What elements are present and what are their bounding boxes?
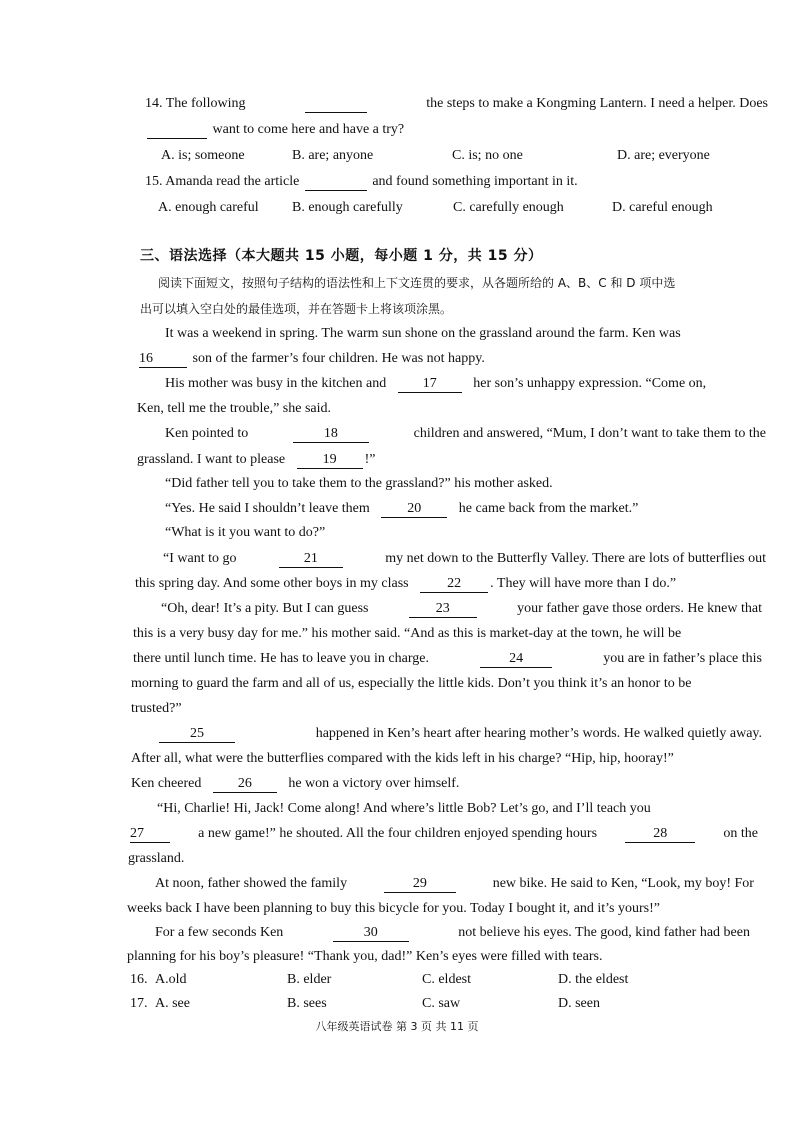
passage-text: son of the farmer’s four children. He was not happy. bbox=[192, 351, 485, 366]
passage-text: this spring day. And some other boys in my class bbox=[135, 576, 409, 591]
passage-text: he came back from the market.” bbox=[458, 501, 639, 516]
passage-p8-line-4 bbox=[131, 675, 762, 693]
passage-p1-line-1: It was a weekend in spring. The warm sun shone on the grassland around the farm. Ken was bbox=[165, 326, 681, 341]
passage-p6: “What is it you want to do?” bbox=[165, 525, 326, 540]
q16-option-a: A.old bbox=[155, 972, 187, 987]
passage-text: Ken pointed to bbox=[165, 426, 249, 441]
q15-option-c: C. carefully enough bbox=[453, 200, 564, 215]
q14-line-1 bbox=[145, 95, 768, 113]
passage-text: His mother was busy in the kitchen and bbox=[165, 376, 387, 391]
section-heading: 三、语法选择（本大题共 15 小题，每小题 1 分，共 15 分） bbox=[140, 248, 543, 264]
passage-p8-line-1 bbox=[161, 600, 762, 618]
q16-option-d: D. the eldest bbox=[558, 972, 629, 987]
q15-text-a: 15. Amanda read the article bbox=[145, 174, 300, 189]
q16-number: 16. bbox=[130, 972, 148, 987]
passage-text: he won a victory over himself. bbox=[288, 776, 460, 791]
passage-p11-line-2: weeks back I have been planning to buy this bicycle for you. Today I bought it, and it’s yours!” bbox=[127, 901, 660, 916]
passage-p7-line-1 bbox=[163, 550, 766, 568]
passage-p12-line-2: planning for his boy’s pleasure! “Thank you, dad!” Ken’s eyes were filled with tears. bbox=[127, 949, 603, 964]
q15-option-a: A. enough careful bbox=[158, 200, 259, 215]
answer-blank bbox=[305, 174, 367, 191]
passage-text: “Yes. He said I shouldn’t leave them bbox=[165, 501, 370, 516]
answer-blank-25: 25 bbox=[159, 726, 235, 743]
passage-text: morning to guard the farm and all of us, especially the little kids. Don’t you think it’s an honor to be bbox=[131, 676, 692, 691]
answer-blank-28: 28 bbox=[625, 826, 695, 843]
passage-p11-line-1 bbox=[155, 875, 754, 893]
answer-blank-20: 20 bbox=[381, 501, 447, 518]
q14-option-c: C. is; no one bbox=[452, 148, 523, 163]
answer-blank bbox=[305, 96, 367, 113]
q15-option-b: B. enough carefully bbox=[292, 200, 403, 215]
q16-option-c: C. eldest bbox=[422, 972, 471, 987]
q14-option-b: B. are; anyone bbox=[292, 148, 374, 163]
passage-p5 bbox=[165, 500, 794, 518]
q14-option-d: D. are; everyone bbox=[617, 148, 710, 163]
passage-text: After all, what were the butterflies compared with the kids left in his charge? “Hip, hip, hooray!” bbox=[131, 751, 674, 766]
passage-p10-line-3: grassland. bbox=[128, 851, 185, 866]
passage-p3-line-1 bbox=[165, 425, 766, 443]
section-instructions-1: 阅读下面短文，按照句子结构的语法性和上下文连贯的要求，从各题所给的 A、B、C 和 D 项中选 bbox=[158, 276, 676, 290]
passage-p4: “Did father tell you to take them to the grassland?” his mother asked. bbox=[165, 476, 553, 491]
passage-text: this is a very busy day for me.” his mother said. “And as this is market-day at the town, he will be bbox=[133, 626, 682, 641]
passage-text: “I want to go bbox=[163, 551, 237, 566]
q16-option-b: B. elder bbox=[287, 972, 332, 987]
q15-line-1 bbox=[145, 173, 794, 191]
passage-p3-line-2 bbox=[137, 451, 794, 469]
passage-text: new bike. He said to Ken, “Look, my boy! For bbox=[492, 876, 754, 891]
passage-text: her son’s unhappy expression. “Come on, bbox=[473, 376, 707, 391]
answer-blank-18: 18 bbox=[293, 426, 369, 443]
q17-option-d: D. seen bbox=[558, 996, 600, 1011]
passage-p2-line-2: Ken, tell me the trouble,” she said. bbox=[137, 401, 331, 416]
passage-text: Ken cheered bbox=[131, 776, 202, 791]
q14-text-b: the steps to make a Kongming Lantern. I need a helper. Does bbox=[426, 96, 768, 111]
q15-option-d: D. careful enough bbox=[612, 200, 713, 215]
q17-option-c: C. saw bbox=[422, 996, 461, 1011]
q14-line-2 bbox=[145, 121, 794, 139]
passage-p7-line-2 bbox=[135, 575, 794, 593]
passage-p10-line-1 bbox=[157, 800, 758, 818]
q14-text-c: want to come here and have a try? bbox=[212, 122, 405, 137]
passage-text: At noon, father showed the family bbox=[155, 876, 348, 891]
passage-text: there until lunch time. He has to leave you in charge. bbox=[133, 651, 429, 666]
q17-option-b: B. sees bbox=[287, 996, 327, 1011]
section-instructions-2: 出可以填入空白处的最佳选项，并在答题卡上将该项涂黑。 bbox=[140, 302, 453, 316]
q15-text-b: and found something important in it. bbox=[372, 174, 578, 189]
passage-text: children and answered, “Mum, I don’t want to take them to the bbox=[413, 426, 766, 441]
passage-p12-line-1 bbox=[155, 924, 750, 942]
passage-text: !” bbox=[364, 452, 376, 467]
answer-blank-30: 30 bbox=[333, 925, 409, 942]
answer-blank-17: 17 bbox=[398, 376, 462, 393]
passage-p9-line-2 bbox=[131, 750, 762, 768]
q14-option-a: A. is; someone bbox=[161, 148, 245, 163]
passage-text: happened in Ken’s heart after hearing mother’s words. He walked quietly away. bbox=[315, 726, 762, 741]
passage-text: your father gave those orders. He knew that bbox=[517, 601, 762, 616]
passage-text: not believe his eyes. The good, kind father had been bbox=[458, 925, 750, 940]
passage-text: For a few seconds Ken bbox=[155, 925, 284, 940]
answer-blank bbox=[147, 122, 207, 139]
passage-p8-line-3 bbox=[133, 650, 762, 668]
passage-p9-line-1 bbox=[157, 725, 762, 743]
passage-text: you are in father’s place this bbox=[603, 651, 762, 666]
q17-number: 17. bbox=[130, 996, 148, 1011]
answer-blank-22: 22 bbox=[420, 576, 488, 593]
page-footer: 八年级英语试卷 第 3 页 共 11 页 bbox=[315, 1020, 479, 1033]
passage-text: my net down to the Butterfly Valley. There are lots of butterflies out bbox=[385, 551, 766, 566]
q14-text-a: 14. The following bbox=[145, 96, 246, 111]
answer-blank-26: 26 bbox=[213, 776, 277, 793]
passage-text: grassland. I want to please bbox=[137, 452, 286, 467]
q17-option-a: A. see bbox=[155, 996, 190, 1011]
passage-p8-line-5: trusted?” bbox=[131, 701, 182, 716]
passage-text: “Oh, dear! It’s a pity. But I can guess bbox=[161, 601, 369, 616]
passage-p1-line-2 bbox=[137, 350, 794, 368]
passage-p9-line-3 bbox=[131, 775, 794, 793]
answer-blank-19: 19 bbox=[297, 452, 363, 469]
passage-text: on the bbox=[723, 826, 758, 841]
passage-p2-line-1 bbox=[165, 375, 794, 393]
passage-p10-line-2 bbox=[128, 825, 758, 843]
passage-p8-line-2 bbox=[133, 625, 762, 643]
passage-text: . They will have more than I do.” bbox=[490, 576, 677, 591]
passage-text: a new game!” he shouted. All the four children enjoyed spending hours bbox=[198, 826, 598, 841]
answer-blank-24: 24 bbox=[480, 651, 552, 668]
answer-blank-27: 27 bbox=[130, 826, 170, 843]
answer-blank-16: 16 bbox=[139, 351, 187, 368]
answer-blank-23: 23 bbox=[409, 601, 477, 618]
answer-blank-21: 21 bbox=[279, 551, 343, 568]
passage-text: “Hi, Charlie! Hi, Jack! Come along! And where’s little Bob? Let’s go, and I’ll teach you bbox=[157, 801, 651, 816]
answer-blank-29: 29 bbox=[384, 876, 456, 893]
